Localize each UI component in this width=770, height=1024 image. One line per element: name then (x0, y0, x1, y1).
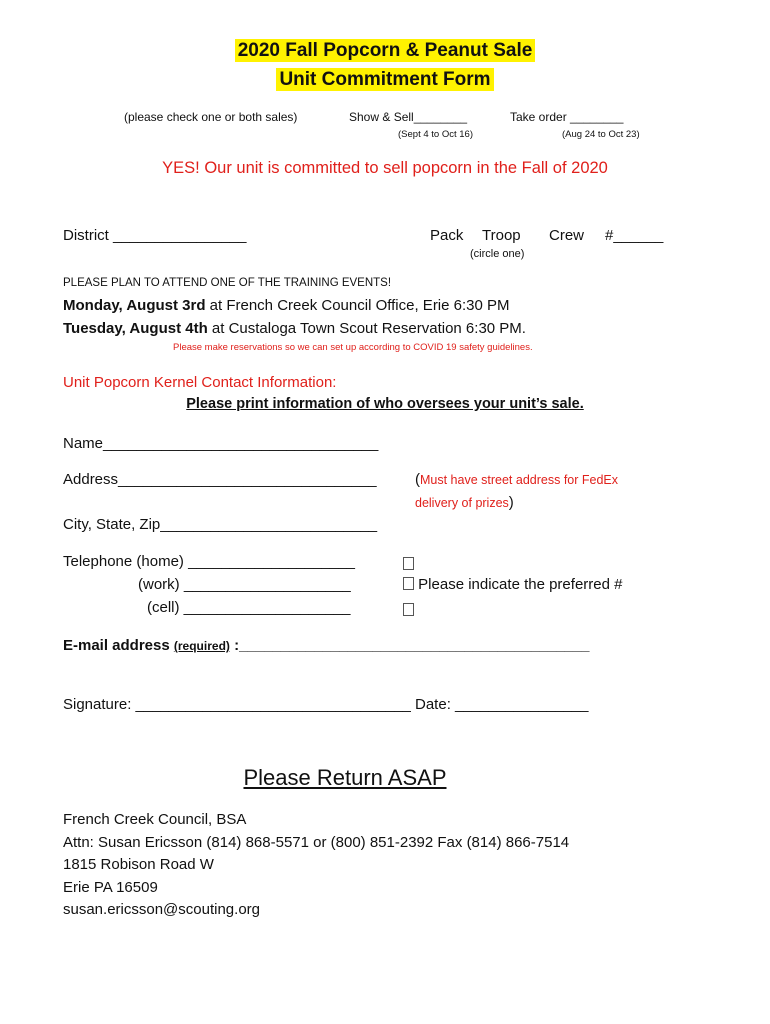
checkbox-icon (403, 557, 414, 570)
training-event-1: Monday, August 3rd at French Creek Council Office, Erie 6:30 PM (63, 297, 510, 314)
unit-type-pack[interactable]: Pack (430, 227, 464, 244)
contact-heading: Unit Popcorn Kernel Contact Information: (63, 374, 337, 391)
unit-number-field[interactable]: #______ (605, 227, 664, 244)
return-street: 1815 Robison Road W (63, 856, 214, 873)
return-city: Erie PA 16509 (63, 879, 158, 896)
return-org: French Creek Council, BSA (63, 811, 247, 828)
take-order-dates: (Aug 24 to Oct 23) (562, 129, 640, 140)
training-heading: PLEASE PLAN TO ATTEND ONE OF THE TRAINING EVENTS! (63, 277, 392, 289)
name-field[interactable]: Name_________________________________ (63, 435, 379, 452)
phone-cell-field[interactable]: (cell) ____________________ (147, 599, 351, 616)
show-sell-field[interactable]: Show & Sell________ (349, 110, 468, 124)
email-field[interactable]: E-mail address (required) :__________________________________________ (63, 637, 590, 654)
city-state-zip-field[interactable]: City, State, Zip__________________________ (63, 516, 378, 533)
preferred-cell-checkbox[interactable] (403, 602, 414, 620)
phone-work-field[interactable]: (work) ____________________ (138, 576, 351, 593)
address-note-line2: delivery of prizes) (415, 494, 514, 511)
show-sell-dates: (Sept 4 to Oct 16) (398, 129, 473, 140)
district-field[interactable]: District ________________ (63, 227, 247, 244)
preferred-work-row: Please indicate the preferred # (403, 576, 622, 593)
preferred-work-checkbox[interactable] (403, 577, 414, 590)
sales-instruction: (please check one or both sales) (124, 110, 298, 124)
return-heading: Please Return ASAP (243, 765, 447, 790)
form-title-line2: Unit Commitment Form (0, 69, 770, 91)
unit-type-troop[interactable]: Troop (482, 227, 521, 244)
contact-subheading: Please print information of who oversees your unit’s sale. (186, 396, 584, 412)
take-order-field[interactable]: Take order ________ (510, 110, 624, 124)
commitment-statement: YES! Our unit is committed to sell popcorn in the Fall of 2020 (162, 159, 608, 177)
circle-one-note: (circle one) (470, 248, 525, 260)
phone-home-field[interactable]: Telephone (home) ____________________ (63, 553, 355, 570)
reservation-note: Please make reservations so we can set up according to COVID 19 safety guidelines. (173, 342, 533, 353)
return-attention: Attn: Susan Ericsson (814) 868-5571 or (800) 851-2392 Fax (814) 866-7514 (63, 834, 570, 851)
preferred-home-checkbox[interactable] (403, 556, 414, 574)
return-email: susan.ericsson@scouting.org (63, 901, 260, 918)
form-title-line1: 2020 Fall Popcorn & Peanut Sale (0, 40, 770, 62)
unit-type-crew[interactable]: Crew (549, 227, 585, 244)
checkbox-icon (403, 603, 414, 616)
address-field[interactable]: Address_______________________________ (63, 471, 377, 488)
address-note: (Must have street address for FedEx (415, 471, 619, 488)
training-event-2: Tuesday, August 4th at Custaloga Town Scout Reservation 6:30 PM. (63, 320, 526, 337)
signature-date-field[interactable]: Signature: _________________________________ Date: ________________ (63, 696, 589, 713)
